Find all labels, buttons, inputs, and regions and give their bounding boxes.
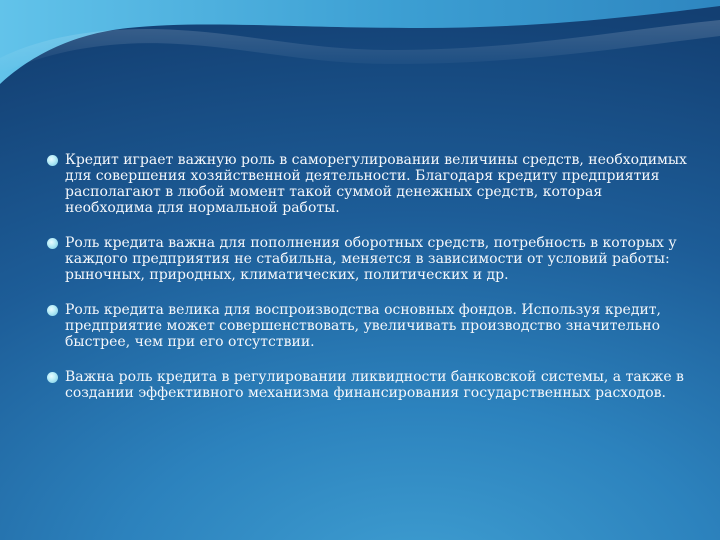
bullet-item (47, 302, 687, 350)
bullet-circle-icon (47, 155, 58, 166)
bullet-text: Роль кредита велика для воспроизводства основных фондов. Используя кредит, предприятие может совершенствовать, увеличивать производство значительно быстрее, чем при его отсутствии. (65, 302, 661, 350)
bullet-circle-icon (47, 372, 58, 383)
bullet-item (47, 152, 687, 216)
bullet-list (47, 152, 687, 401)
bullet-circle-icon (47, 238, 58, 249)
bullet-text: Кредит играет важную роль в саморегулировании величины средств, необходимых для совершения хозяйственной деятельности. Благодаря кредиту предприятия располагают в любой момент такой суммой денежных средств, которая необходима для нормальной работы. (65, 152, 687, 216)
top-swoosh-decoration (0, 0, 720, 110)
bullet-text: Роль кредита важна для пополнения оборотных средств, потребность в которых у каждого предприятия не стабильна, меняется в зависимости от условий работы: рыночных, природных, климатических, политических и др. (65, 235, 677, 283)
bullet-circle-icon (47, 305, 58, 316)
bullet-item (47, 235, 687, 283)
bullet-item (47, 369, 687, 401)
bullet-text: Важна роль кредита в регулировании ликвидности банковской системы, а также в создании эффективного механизма финансирования государственных расходов. (65, 369, 684, 401)
